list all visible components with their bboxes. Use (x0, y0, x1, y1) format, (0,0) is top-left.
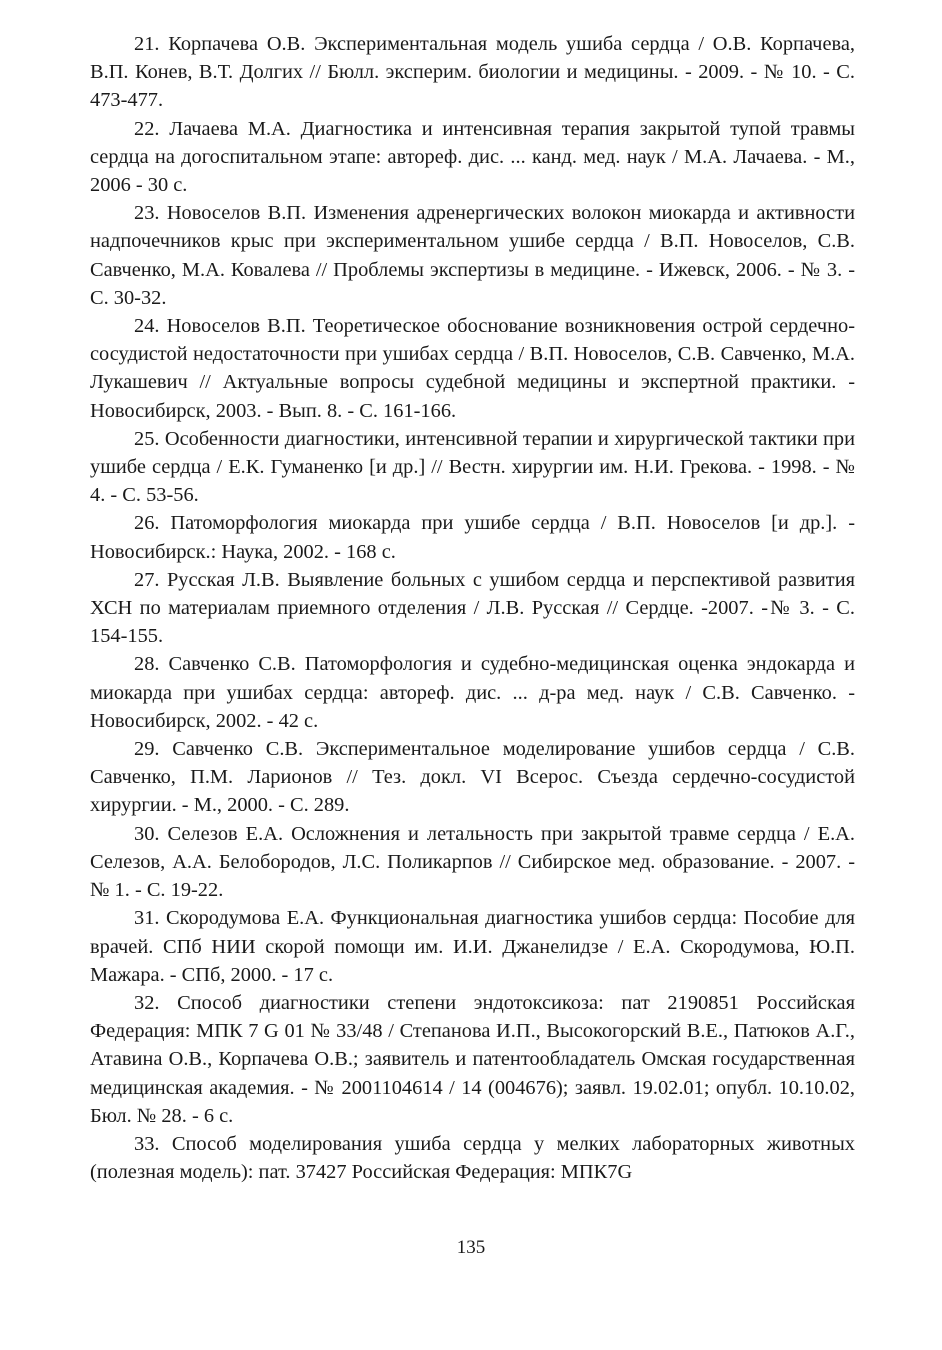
reference-item-30: 30. Селезов Е.А. Осложнения и летальность при закрытой травме сердца / Е.А. Селезов, А.А. Белобородов, Л.С. Поликарпов // Сибирское мед. образование. - 2007. - № 1. - С. 19-22. (90, 822, 855, 902)
reference-item-24: 24. Новоселов В.П. Теоретическое обоснование возникновения острой сердечно-сосудистой недостаточности при ушибах сердца / В.П. Новоселов, С.В. Савченко, М.А. Лукашевич // Актуальные вопросы судебной медицины и экспертной практики. - Новосибирск, 2003. - Вып. 8. - С. 161-166. (90, 315, 855, 422)
reference-item-33: 33. Способ моделирования ушиба сердца у мелких лабораторных животных (полезная модель): пат. 37427 Российская Федерация: МПК7G (90, 1132, 855, 1184)
reference-item-21: 21. Корпачева О.В. Экспериментальная модель ушиба сердца / О.В. Корпачева, В.П. Конев, В.Т. Долгих // Бюлл. эксперим. биологии и медицины. - 2009. - № 10. - С. 473-477. (90, 33, 855, 112)
reference-item-25: 25. Особенности диагностики, интенсивной терапии и хирургической тактики при ушибе сердца / Е.К. Гуманенко [и др.] // Вестн. хирургии им. Н.И. Грекова. - 1998. - № 4. - С. 53-56. (90, 427, 855, 507)
page-number: 135 (456, 1237, 486, 1258)
reference-item-23: 23. Новоселов В.П. Изменения адренергических волокон миокарда и активности надпочечников крыс при экспериментальном ушибе сердца / В.П. Новоселов, С.В. Савченко, М.А. Ковалева // Проблемы экспертизы в медицине. - Ижевск, 2006. - № 3. - С. 30-32. (90, 202, 855, 309)
reference-list (90, 30, 855, 1186)
reference-item-27: 27. Русская Л.В. Выявление больных с ушибом сердца и перспективой развития ХСН по материалам приемного отделения / Л.В. Русская // Сердце. -2007. -№ 3. - С. 154-155. (90, 568, 855, 648)
reference-item-29: 29. Савченко С.В. Экспериментальное моделирование ушибов сердца / С.В. Савченко, П.М. Ларионов // Тез. докл. VI Всерос. Съезда сердечно-сосудистой хирургии. - М., 2000. - С. 289. (90, 738, 855, 817)
reference-item-26: 26. Патоморфология миокарда при ушибе сердца / В.П. Новоселов [и др.]. - Новосибирск.: Наука, 2002. - 168 с. (90, 512, 855, 563)
reference-item-31: 31. Скородумова Е.А. Функциональная диагностика ушибов сердца: Пособие для врачей. СПб НИИ скорой помощи им. И.И. Джанелидзе / Е.А. Скородумова, Ю.П. Мажара. - СПб, 2000. - 17 с. (90, 907, 855, 986)
reference-item-28: 28. Савченко С.В. Патоморфология и судебно-медицинская оценка эндокарда и миокарда при ушибах сердца: автореф. дис. ... д-ра мед. наук / С.В. Савченко. - Новосибирск, 2002. - 42 с. (90, 653, 855, 732)
reference-item-22: 22. Лачаева М.А. Диагностика и интенсивная терапия закрытой тупой травмы сердца на догоспитальном этапе: автореф. дис. ... канд. мед. наук / М.А. Лачаева. - М., 2006 - 30 с. (90, 117, 855, 197)
reference-item-32: 32. Способ диагностики степени эндотоксикоза: пат 2190851 Российская Федерация: МПК 7 G 01 № 33/48 / Степанова И.П., Высокогорский В.Е., Патюков А.Г., Атавина О.В., Корпачева О.В.; заявитель и патентообладатель Омская государственная медицинская академия. - № 2001104614 / 14 (004676); заявл. 19.02.01; опубл. 10.10.02, Бюл. № 28. - 6 с. (90, 991, 855, 1127)
